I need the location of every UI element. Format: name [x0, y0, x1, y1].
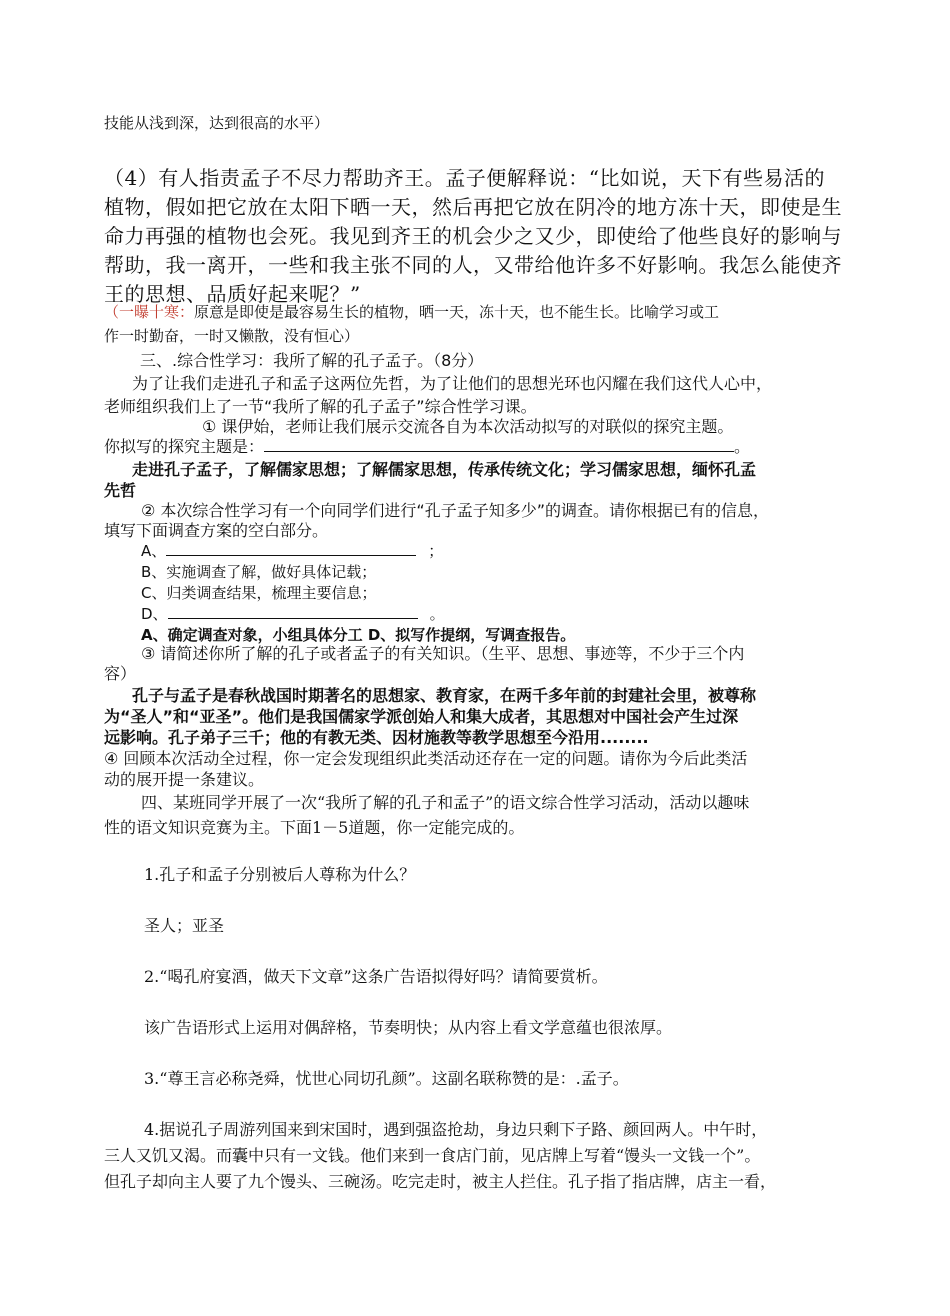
answer-text: 孔子与孟子是春秋战国时期著名的思想家、教育家，在两千多年前的封建社会里，被尊称 — [132, 686, 757, 705]
answer-blank[interactable] — [166, 540, 416, 556]
text-line: 填写下面调查方案的空白部分。 — [104, 521, 329, 540]
answer-text: 远影响。孔子弟子三千；他的有教无类、因材施教等教学思想至今沿用........ — [104, 728, 649, 747]
prompt-label: 你拟写的探究主题是： — [104, 437, 265, 456]
text-line: 容） — [104, 664, 137, 683]
answer-text: A、确定调查对象，小组具体分工 D、拟写作提纲，写调查报告。 — [141, 626, 576, 644]
answer-prompt — [104, 434, 750, 457]
answer-2: 该广告语形式上运用对偶辞格，节奏明快；从内容上看文学意蕴也很浓厚。 — [144, 1018, 673, 1037]
text-line: 动的展开提一条建议。 — [104, 770, 265, 789]
prompt-end: 。 — [734, 437, 751, 456]
text-line: 但孔子却向主人要了九个馒头、三碗汤。吃完走时，被主人拦住。孔子指了指店牌，店主一看， — [104, 1172, 777, 1191]
item-label: A、 — [141, 542, 167, 560]
plan-item-c: C、归类调查结果，梳理主要信息； — [141, 584, 377, 602]
item-end: 。 — [429, 605, 445, 623]
text-line: 技能从浅到深，达到很高的水平） — [104, 114, 330, 132]
item-label: D、 — [141, 605, 168, 623]
text-line: ④ 回顾本次活动全过程，你一定会发现组织此类活动还存在一定的问题。请你为今后此类活 — [104, 749, 748, 768]
answer-text: 为“圣人”和“亚圣”。他们是我国儒家学派创始人和集大成者，其思想对中国社会产生过深 — [104, 707, 739, 726]
section-heading: 三、.综合性学习：我所了解的孔子孟子。（8分） — [140, 351, 484, 370]
idiom-term: （一曝十寒： — [104, 303, 195, 321]
text-line: 植物，假如把它放在太阳下晒一天，然后再把它放在阴冷的地方冻十天，即使是生 — [104, 195, 842, 219]
answer-blank[interactable] — [168, 603, 418, 619]
text-line: 为了让我们走进孔子和孟子这两位先哲，为了让他们的思想光环也闪耀在我们这代人心中， — [132, 374, 773, 393]
item-end: ； — [428, 542, 444, 560]
plan-item-d — [141, 603, 445, 624]
idiom-note — [104, 301, 719, 322]
answer-1: 圣人；亚圣 — [144, 916, 225, 935]
text-line: 作一时勤奋，一时又懒散，没有恒心） — [104, 327, 360, 345]
text-line: ② 本次综合性学习有一个向同学们进行“孔子孟子知多少”的调查。请你根据已有的信息， — [141, 501, 770, 520]
idiom-definition: 原意是即使是最容易生长的植物，晒一天，冻十天，也不能生长。比喻学习或工 — [194, 303, 720, 321]
plan-item-a — [141, 540, 443, 561]
text-line: 三人又饥又渴。而囊中只有一文钱。他们来到一食店门前，见店牌上写着“馒头一文钱一个”。 — [104, 1146, 761, 1165]
text-line: ① 课伊始，老师让我们展示交流各自为本次活动拟写的对联似的探究主题。 — [202, 417, 734, 436]
answer-blank[interactable] — [264, 436, 734, 452]
question-4: 4.据说孔子周游列国来到宋国时，遇到强盗抢劫，身边只剩下子路、颜回两人。中午时， — [144, 1120, 768, 1139]
section-heading: 四、某班同学开展了一次“我所了解的孔子和孟子”的语文综合性学习活动，活动以趣味 — [141, 793, 750, 812]
text-line: （4）有人指责孟子不尽力帮助齐王。孟子便解释说：“比如说，天下有些易活的 — [104, 166, 825, 190]
question-3: 3.“尊王言必称尧舜，忧世心同切孔颜”。这副名联称赞的是：.孟子。 — [144, 1069, 629, 1088]
text-line: 老师组织我们上了一节“我所了解的孔子孟子”综合性学习课。 — [104, 397, 537, 416]
question-1: 1.孔子和孟子分别被后人尊称为什么？ — [144, 865, 416, 884]
answer-text: 走进孔子孟子，了解儒家思想；了解儒家思想，传承传统文化；学习儒家思想，缅怀孔孟 — [132, 460, 757, 479]
answer-text: 先哲 — [104, 481, 137, 500]
text-line: 命力再强的植物也会死。我见到齐王的机会少之又少，即使给了他些良好的影响与 — [104, 224, 842, 248]
text-line: 性的语文知识竞赛为主。下面1－5道题，你一定能完成的。 — [104, 818, 525, 837]
plan-item-b: B、实施调查了解，做好具体记载； — [141, 563, 377, 581]
text-line: 王的思想、品质好起来呢？” — [104, 282, 361, 306]
text-line: 帮助，我一离开，一些和我主张不同的人，又带给他许多不好影响。我怎么能使齐 — [104, 253, 842, 277]
text-line: ③ 请简述你所了解的孔子或者孟子的有关知识。（生平、思想、事迹等，不少于三个内 — [141, 644, 745, 663]
question-2: 2.“喝孔府宴酒，做天下文章”这条广告语拟得好吗？请简要赏析。 — [144, 967, 608, 986]
